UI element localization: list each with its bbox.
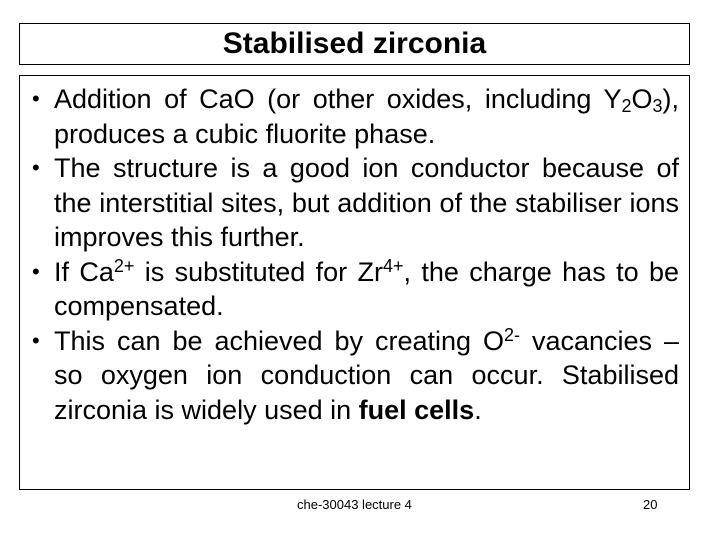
- bullet-item: [20, 82, 689, 151]
- bullet-icon: •: [32, 86, 40, 111]
- slide-title: Stabilised zirconia: [222, 27, 487, 60]
- bullet-text: If $Ca^{2+}$ is substituted for $Zr^{4+}$, the charge has to be compensated.: [54, 255, 679, 321]
- bullet-item: [20, 255, 689, 324]
- bullet-icon: •: [32, 327, 40, 353]
- title-box: [19, 23, 690, 65]
- bullet-list: [20, 82, 689, 427]
- bold-term: fuel cells: [358, 394, 475, 425]
- bullet-text: Addition of CaO (or other oxides, including $Y_2O_3$), produces a cubic fluorite phase.: [54, 84, 679, 149]
- bullet-icon: •: [32, 155, 40, 180]
- bullet-item: [20, 151, 689, 255]
- bullet-icon: •: [32, 258, 40, 284]
- bullet-text: The structure is a good ion conductor because of the interstitial sites, but addition of the stabiliser ions improves this further.: [54, 153, 679, 252]
- page-number: 20: [643, 497, 658, 512]
- footer-text: che-30043 lecture 4: [297, 497, 412, 512]
- content-box: [19, 75, 690, 490]
- bullet-item: [20, 324, 689, 428]
- bullet-text: This can be achieved by creating $O^{2-}$ vacancies – so oxygen ion conduction can occur. Stabilised zirconia is widely used in fuel cells.: [54, 324, 679, 425]
